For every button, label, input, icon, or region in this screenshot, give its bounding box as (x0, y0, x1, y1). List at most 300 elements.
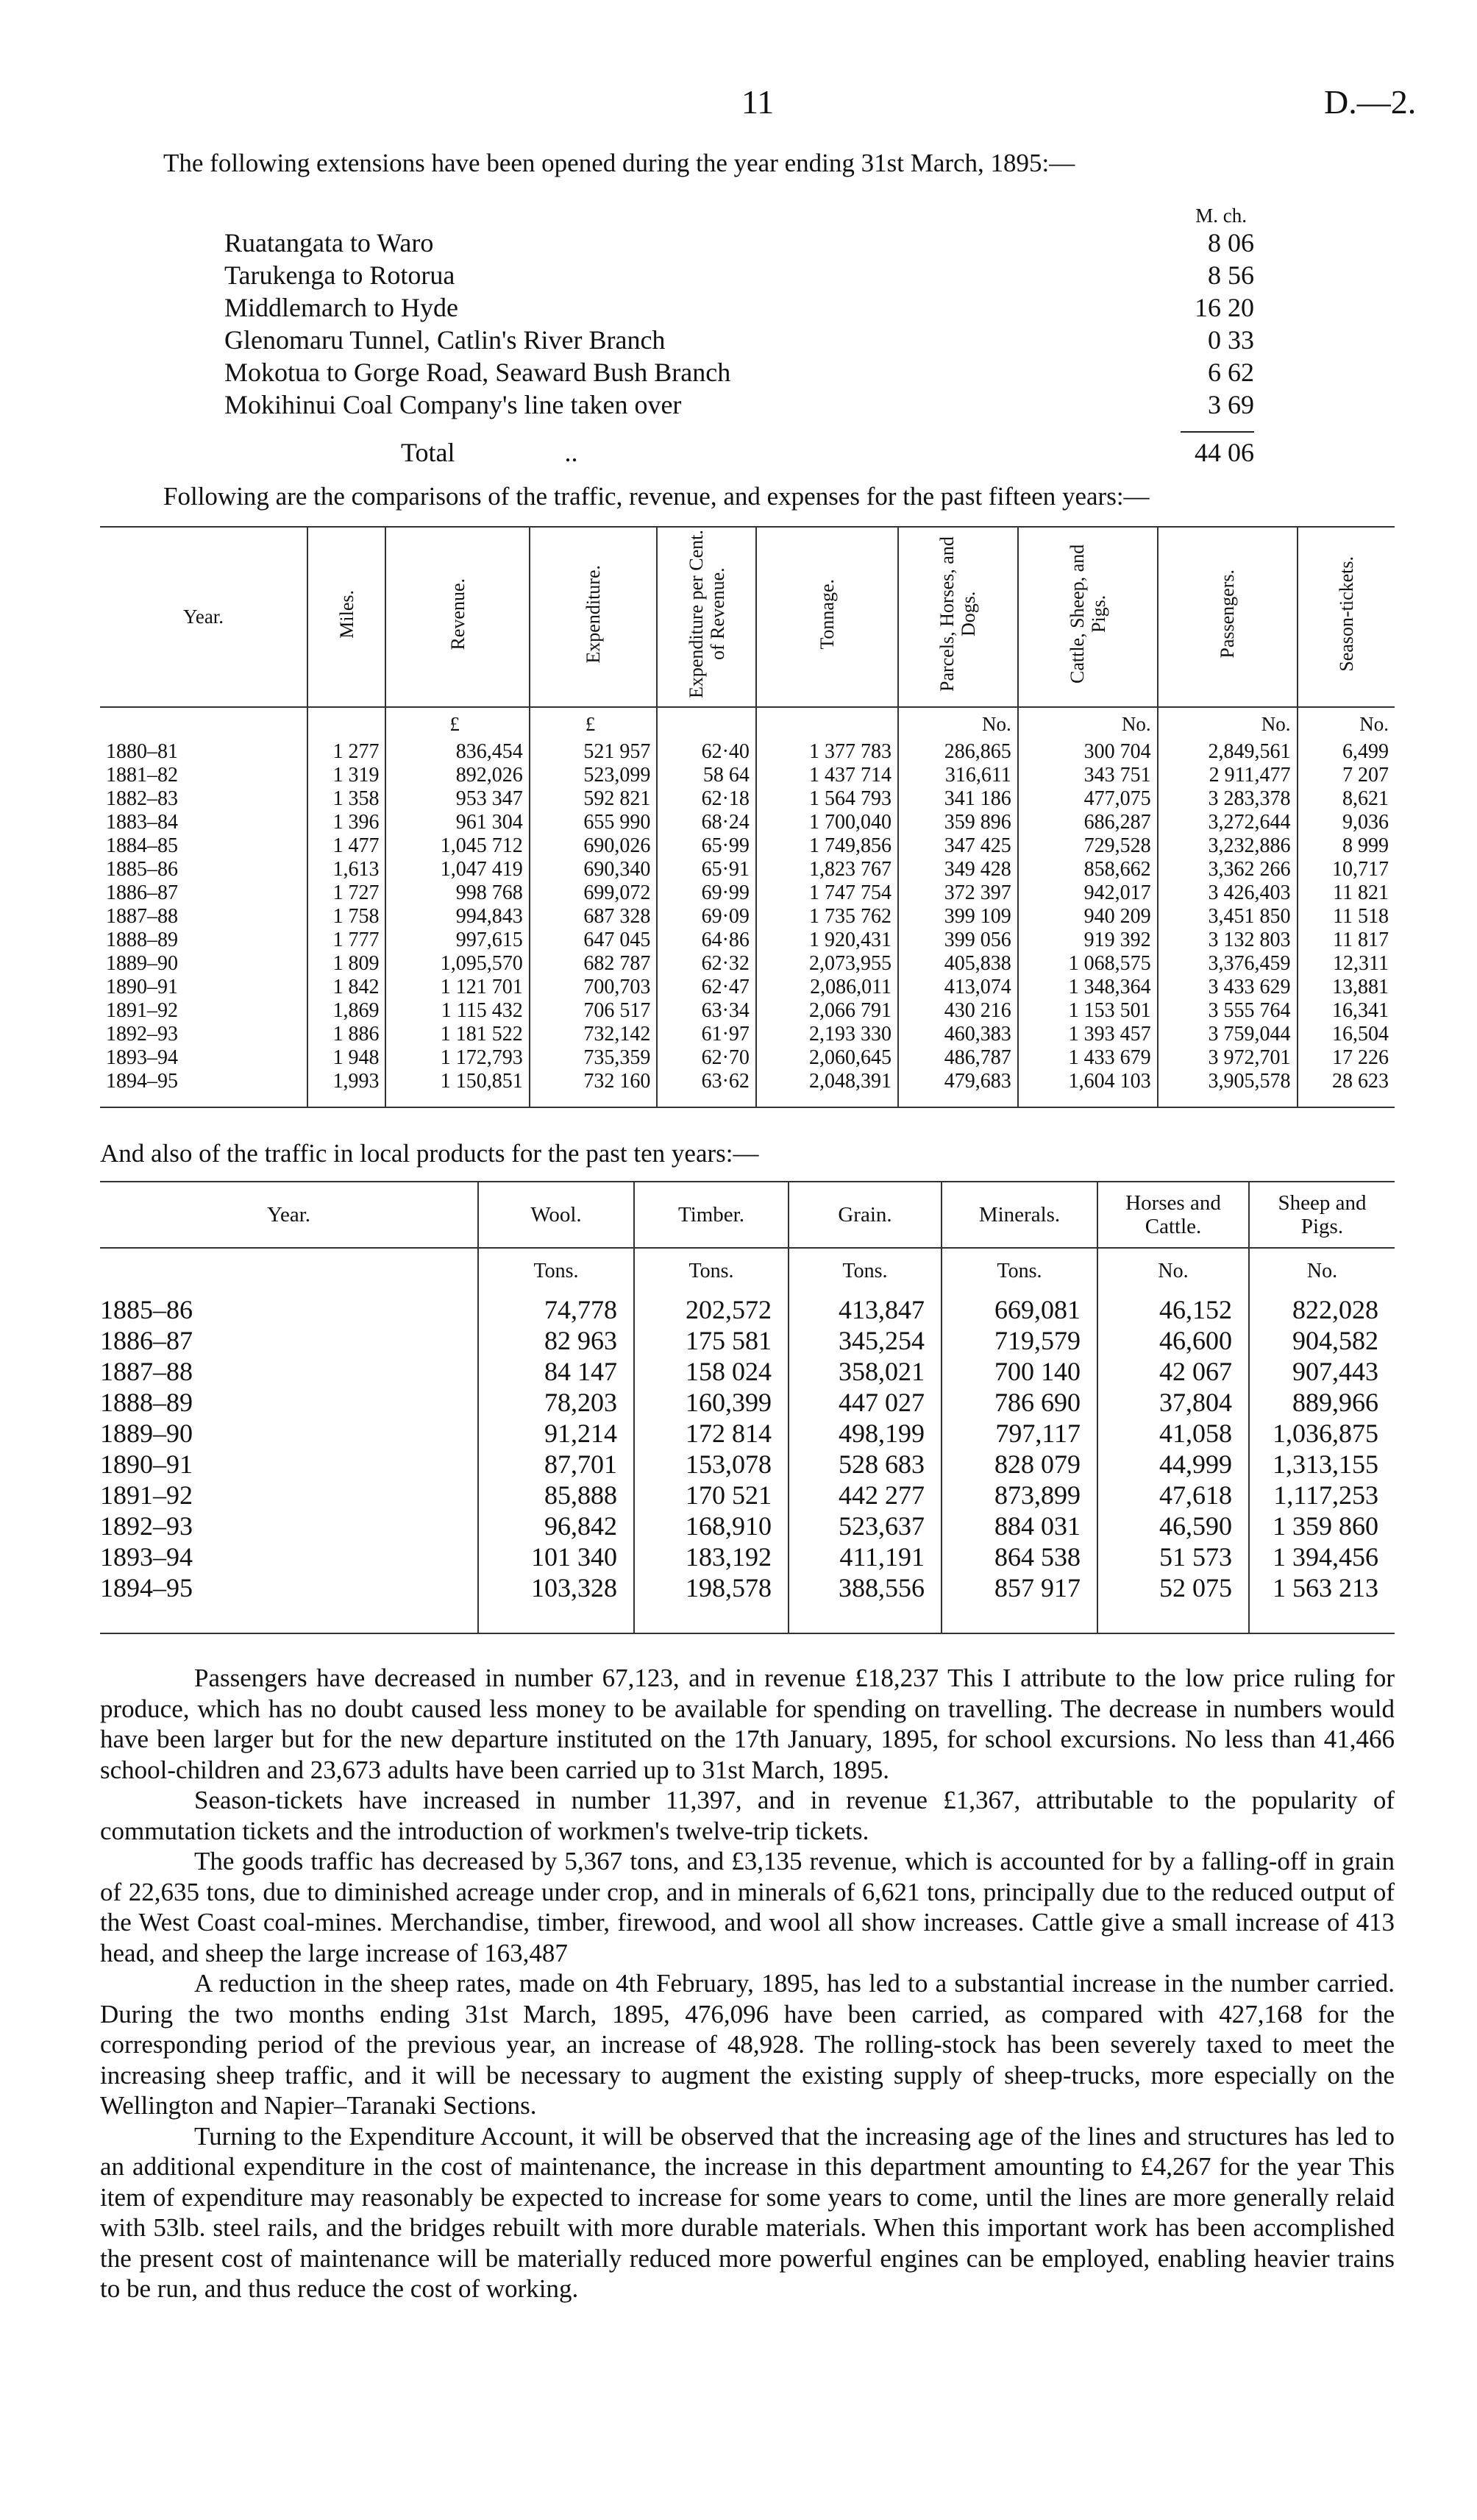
comparison-cell: 61·97 (657, 1023, 756, 1046)
local-cell: 160,399 (634, 1387, 789, 1418)
comparison-cell: 286,865 (898, 740, 1018, 764)
local-cell: 44,999 (1097, 1449, 1249, 1480)
extension-length: 6 62 (1208, 358, 1254, 387)
local-cell: 413,847 (789, 1294, 942, 1325)
comparison-cell: 11 518 (1298, 905, 1395, 929)
local-cell: 873,899 (942, 1480, 1097, 1511)
comparison-cell: 3,272,644 (1158, 811, 1298, 834)
comparison-row (100, 1023, 1395, 1046)
local-cell: 52 075 (1097, 1572, 1249, 1633)
comparison-cell: 686,287 (1018, 811, 1158, 834)
comparison-header-text: Tonnage. (816, 578, 838, 650)
comparison-cell: 1 319 (307, 764, 385, 787)
local-cell: 498,199 (789, 1418, 942, 1449)
local-cell: 37,804 (1097, 1387, 1249, 1418)
local-cell: 345,254 (789, 1325, 942, 1356)
comparison-cell: 11 817 (1298, 929, 1395, 952)
comparison-cell: 1,047 419 (385, 858, 529, 881)
comparison-cell: 1 172,793 (385, 1046, 529, 1070)
local-cell: 1 394,456 (1249, 1541, 1395, 1572)
comparison-cell: 2,073,955 (756, 952, 898, 976)
comparison-cell: 3 283,378 (1158, 787, 1298, 811)
extension-name: Mokihinui Coal Company's line taken over (224, 390, 682, 419)
comparison-cell: 940 209 (1018, 905, 1158, 929)
comparison-cell: 3,232,886 (1158, 834, 1298, 858)
extension-length: 3 69 (1208, 390, 1254, 419)
extension-length: 0 33 (1208, 325, 1254, 355)
comparison-cell: 732,142 (530, 1023, 658, 1046)
body-paragraph: Turning to the Expenditure Account, it will be observed that the increasing age of the lines and structures has led to an additional expenditure in the cost of maintenance, the increase in this department amounting to £4,267 for the year This item of expenditure may reasonably be expected to increase for some years to come, until the lines are more generally relaid with 53lb. steel rails, and the bridges rebuilt with more durable materials. When this important work has been accomplished the present cost of maintenance will be materially reduced more powerful engines can be employed, enabling heavier trains to be run, and thus reduce the cost of working. (100, 2121, 1395, 2303)
extension-name: Ruatangata to Waro (224, 228, 434, 258)
comparison-cell: 479,683 (898, 1070, 1018, 1107)
comparison-cell: 647 045 (530, 929, 658, 952)
comparison-cell: 3,362 266 (1158, 858, 1298, 881)
body-paragraph: Passengers have decreased in number 67,123, and in revenue £18,237 This I attribute to the low price ruling for produce, which has no doubt caused less money to be available for spending on travelling. The decrease in numbers would have been larger but for the new departure instituted on the 17th January, 1895, for school excursions. No less than 41,466 school-children and 23,673 adults have been carried up to 31st March, 1895. (100, 1664, 1395, 1784)
extension-name: Mokotua to Gorge Road, Seaward Bush Branch (224, 358, 731, 387)
local-cell: 198,578 (634, 1572, 789, 1633)
local-cell: 719,579 (942, 1325, 1097, 1356)
local-cell: 1887–88 (100, 1357, 193, 1386)
comparison-cell: 341 186 (898, 787, 1018, 811)
comparison-header-cell (1018, 527, 1158, 707)
comparison-cell: 349 428 (898, 858, 1018, 881)
comparison-cell: 62·70 (657, 1046, 756, 1070)
comparison-cell: 347 425 (898, 834, 1018, 858)
comparison-cell: 1886–87 (106, 881, 178, 904)
comparison-cell: 6,499 (1298, 740, 1395, 764)
total-value: 44 06 (1195, 438, 1254, 467)
comparison-cell: 68·24 (657, 811, 756, 834)
local-cell: 797,117 (942, 1418, 1097, 1449)
comparison-cell: 942,017 (1018, 881, 1158, 905)
local-cell: 904,582 (1249, 1325, 1395, 1356)
comparison-header-text: Expenditure. (583, 564, 605, 664)
comparison-cell: 3 426,403 (1158, 881, 1298, 905)
comparison-row (100, 787, 1395, 811)
local-cell: 1886–87 (100, 1326, 193, 1355)
extension-name: Middlemarch to Hyde (224, 293, 458, 322)
comparison-cell: 300 704 (1018, 740, 1158, 764)
comparison-cell: 1,045 712 (385, 834, 529, 858)
local-cell: 907,443 (1249, 1356, 1395, 1387)
comparison-cell: 1 121 701 (385, 976, 529, 999)
local-header-cell: Minerals. (942, 1182, 1097, 1248)
local-products-intro: And also of the traffic in local products for the past ten years:— (100, 1139, 759, 1168)
local-cell: 153,078 (634, 1449, 789, 1480)
comparison-cell: 1 749,856 (756, 834, 898, 858)
local-header-cell: Sheep and Pigs. (1249, 1182, 1395, 1248)
fifteen-year-comparison-table (100, 526, 1395, 1110)
comparison-cell: 1,613 (307, 858, 385, 881)
comparison-cell: 64·86 (657, 929, 756, 952)
comparison-cell: 1,823 767 (756, 858, 898, 881)
local-header-cell: Horses and Cattle. (1097, 1182, 1249, 1248)
local-unit-cell: No. (1249, 1248, 1395, 1294)
body-text (100, 1663, 1395, 2304)
comparison-cell: 2 911,477 (1158, 764, 1298, 787)
local-unit-cell (100, 1248, 478, 1294)
comparison-cell: 1884–85 (106, 834, 178, 857)
total-label (224, 437, 1151, 468)
local-cell: 528 683 (789, 1449, 942, 1480)
comparison-cell: 477,075 (1018, 787, 1158, 811)
comparison-cell: 399 056 (898, 929, 1018, 952)
comparison-unit-cell: No. (898, 707, 1018, 740)
comparison-row (100, 1070, 1395, 1107)
comparison-row (100, 811, 1395, 834)
comparison-header-text: Miles. (335, 589, 357, 639)
local-cell: 84 147 (478, 1356, 634, 1387)
comparison-cell: 1880–81 (106, 740, 178, 763)
local-cell: 202,572 (634, 1294, 789, 1325)
local-row (100, 1294, 1395, 1325)
comparison-cell: 3 759,044 (1158, 1023, 1298, 1046)
extension-length: 8 56 (1208, 260, 1254, 290)
local-row (100, 1387, 1395, 1418)
comparison-cell: 699,072 (530, 881, 658, 905)
extensions-list (224, 205, 1254, 472)
comparison-cell: 690,026 (530, 834, 658, 858)
local-cell: 864 538 (942, 1541, 1097, 1572)
comparison-cell: 994,843 (385, 905, 529, 929)
local-row (100, 1541, 1395, 1572)
extension-length: 8 06 (1208, 228, 1254, 258)
local-units-row (100, 1248, 1395, 1294)
comparison-cell: 1887–88 (106, 905, 178, 928)
comparison-header-text: Passengers. (1217, 569, 1239, 659)
comparison-cell: 316,611 (898, 764, 1018, 787)
comparison-cell: 997,615 (385, 929, 529, 952)
comparison-unit-cell (100, 707, 307, 740)
comparison-cell: 359 896 (898, 811, 1018, 834)
body-paragraph: A reduction in the sheep rates, made on 4th February, 1895, has led to a substantial increase in the number carried. During the two months ending 31st March, 1895, 476,096 have been carried, as compared with 427,168 for the corresponding period of the previous year, an increase of 48,928. The rolling-stock has been severely taxed to meet the increasing sheep traffic, and it will be necessary to augment the existing supply of sheep-trucks, more especially on the Wellington and Napier–Taranaki Sections. (100, 1969, 1395, 2120)
comparison-cell: 413,074 (898, 976, 1018, 999)
total-label-text: Total (401, 438, 455, 467)
comparison-cell: 16,341 (1298, 999, 1395, 1023)
comparison-unit-cell: £ (530, 707, 658, 740)
comparison-cell: 65·91 (657, 858, 756, 881)
comparison-header-cell (1158, 527, 1298, 707)
comparison-cell: 1 181 522 (385, 1023, 529, 1046)
extension-name: Glenomaru Tunnel, Catlin's River Branch (224, 325, 666, 355)
comparison-cell: 892,026 (385, 764, 529, 787)
comparison-cell: 1,604 103 (1018, 1070, 1158, 1107)
comparison-cell: 1893–94 (106, 1046, 178, 1069)
local-cell: 1,313,155 (1249, 1449, 1395, 1480)
comparison-cell: 343 751 (1018, 764, 1158, 787)
comparison-header-cell (100, 527, 307, 707)
comparison-cell: 399 109 (898, 905, 1018, 929)
comparison-header-cell (756, 527, 898, 707)
comparison-cell: 858,662 (1018, 858, 1158, 881)
comparison-cell: 63·34 (657, 999, 756, 1023)
comparison-cell: 1 886 (307, 1023, 385, 1046)
local-row (100, 1511, 1395, 1541)
local-cell: 442 277 (789, 1480, 942, 1511)
comparison-header-cell (307, 527, 385, 707)
extension-row (224, 227, 1254, 259)
local-cell: 96,842 (478, 1511, 634, 1541)
comparison-cell: 62·18 (657, 787, 756, 811)
comparison-cell: 961 304 (385, 811, 529, 834)
comparison-cell: 2,060,645 (756, 1046, 898, 1070)
comparison-cell: 2,066 791 (756, 999, 898, 1023)
local-header-cell: Grain. (789, 1182, 942, 1248)
local-cell: 1,036,875 (1249, 1418, 1395, 1449)
local-cell: 91,214 (478, 1418, 634, 1449)
comparison-cell: 682 787 (530, 952, 658, 976)
comparison-cell: 1881–82 (106, 764, 178, 787)
local-row (100, 1480, 1395, 1511)
comparison-cell: 62·47 (657, 976, 756, 999)
document-reference: D.—2. (1324, 83, 1417, 121)
local-row (100, 1418, 1395, 1449)
local-cell: 103,328 (478, 1572, 634, 1633)
comparison-unit-cell (657, 707, 756, 740)
local-header-cell: Year. (100, 1182, 478, 1248)
local-cell: 857 917 (942, 1572, 1097, 1633)
local-row (100, 1356, 1395, 1387)
comparison-cell: 1889–90 (106, 952, 178, 975)
local-cell: 358,021 (789, 1356, 942, 1387)
comparison-cell: 1882–83 (106, 787, 178, 810)
comparison-header-cell (1298, 527, 1395, 707)
local-cell: 47,618 (1097, 1480, 1249, 1511)
local-header-cell: Timber. (634, 1182, 789, 1248)
comparison-units-row (100, 707, 1395, 740)
comparison-cell: 430 216 (898, 999, 1018, 1023)
comparison-header-text: Cattle, Sheep, and Pigs. (1066, 544, 1109, 684)
local-unit-cell: No. (1097, 1248, 1249, 1294)
comparison-cell: 1 809 (307, 952, 385, 976)
comparison-cell: 690,340 (530, 858, 658, 881)
comparison-cell: 706 517 (530, 999, 658, 1023)
comparison-cell: 1 396 (307, 811, 385, 834)
local-cell: 46,600 (1097, 1325, 1249, 1356)
comparison-cell: 1 758 (307, 905, 385, 929)
comparison-cell: 523,099 (530, 764, 658, 787)
local-cell: 447 027 (789, 1387, 942, 1418)
local-cell: 46,152 (1097, 1294, 1249, 1325)
local-cell: 1,117,253 (1249, 1480, 1395, 1511)
comparison-row (100, 952, 1395, 976)
comparison-cell: 486,787 (898, 1046, 1018, 1070)
comparison-cell: 1 735 762 (756, 905, 898, 929)
comparison-cell: 1 068,575 (1018, 952, 1158, 976)
comparison-cell: 17 226 (1298, 1046, 1395, 1070)
extensions-total-row (224, 433, 1254, 472)
local-cell: 1890–91 (100, 1449, 193, 1479)
comparison-unit-cell: No. (1158, 707, 1298, 740)
page-number: 11 (741, 83, 775, 121)
local-cell: 158 024 (634, 1356, 789, 1387)
local-unit-cell: Tons. (478, 1248, 634, 1294)
comparison-cell: 1 842 (307, 976, 385, 999)
comparison-cell: 687 328 (530, 905, 658, 929)
local-cell: 388,556 (789, 1572, 942, 1633)
local-cell: 82 963 (478, 1325, 634, 1356)
local-cell: 41,058 (1097, 1418, 1249, 1449)
local-cell: 822,028 (1249, 1294, 1395, 1325)
local-cell: 1889–90 (100, 1419, 193, 1448)
comparison-cell: 1 433 679 (1018, 1046, 1158, 1070)
local-cell: 786 690 (942, 1387, 1097, 1418)
comparison-cell: 2,193 330 (756, 1023, 898, 1046)
comparison-cell: 700,703 (530, 976, 658, 999)
comparison-cell: 2,849,561 (1158, 740, 1298, 764)
comparison-cell: 1 700,040 (756, 811, 898, 834)
comparison-cell: 1 477 (307, 834, 385, 858)
comparison-row (100, 740, 1395, 764)
comparison-cell: 16,504 (1298, 1023, 1395, 1046)
comparison-row (100, 834, 1395, 858)
comparison-cell: 729,528 (1018, 834, 1158, 858)
local-cell: 1891–92 (100, 1480, 193, 1510)
comparison-header-cell (385, 527, 529, 707)
comparison-unit-cell (756, 707, 898, 740)
local-cell: 1894–95 (100, 1573, 193, 1602)
local-products-table (100, 1181, 1395, 1636)
comparison-cell: 1892–93 (106, 1023, 178, 1046)
local-cell: 828 079 (942, 1449, 1097, 1480)
comparison-cell: 58 64 (657, 764, 756, 787)
comparison-header-text: Year. (183, 605, 224, 628)
comparison-cell: 1 358 (307, 787, 385, 811)
comparison-cell: 1883–84 (106, 811, 178, 834)
body-paragraph: Season-tickets have increased in number 11,397, and in revenue £1,367, attributable to the popularity of commutation tickets and the introduction of workmen's twelve-trip tickets. (100, 1786, 1395, 1845)
comparison-cell: 3 555 764 (1158, 999, 1298, 1023)
comparison-cell: 1 277 (307, 740, 385, 764)
comparison-cell: 405,838 (898, 952, 1018, 976)
local-cell: 51 573 (1097, 1541, 1249, 1572)
comparison-cell: 1 948 (307, 1046, 385, 1070)
comparison-cell: 1 727 (307, 881, 385, 905)
comparison-cell: 69·09 (657, 905, 756, 929)
comparison-cell: 2,048,391 (756, 1070, 898, 1107)
comparison-header-cell (657, 527, 756, 707)
comparison-cell: 63·62 (657, 1070, 756, 1107)
comparison-cell: 7 207 (1298, 764, 1395, 787)
comparison-unit-cell: No. (1298, 707, 1395, 740)
comparison-cell: 10,717 (1298, 858, 1395, 881)
comparison-header-text: Revenue. (446, 578, 469, 650)
extensions-unit-label: M. ch. (1195, 205, 1247, 227)
comparison-row (100, 881, 1395, 905)
comparison-unit-cell (307, 707, 385, 740)
comparison-cell: 1888–89 (106, 929, 178, 951)
comparison-cell: 9,036 (1298, 811, 1395, 834)
local-cell: 46,590 (1097, 1511, 1249, 1541)
comparison-cell: 1 393 457 (1018, 1023, 1158, 1046)
comparison-cell: 65·99 (657, 834, 756, 858)
body-paragraph: The goods traffic has decreased by 5,367 tons, and £3,135 revenue, which is accounted for by a falling-off in grain of 22,635 tons, due to diminished acreage under crop, and in minerals of 6,621 tons, principally due to the reduced output of the West Coast coal-mines. Merchandise, timber, firewood, and wool all show increases. Cattle give a small increase of 413 head, and sheep the large increase of 163,487 (100, 1847, 1395, 1967)
comparison-cell: 655 990 (530, 811, 658, 834)
local-cell: 170 521 (634, 1480, 789, 1511)
extension-name: Tarukenga to Rotorua (224, 260, 455, 290)
comparison-cell: 1 150,851 (385, 1070, 529, 1107)
comparison-cell: 372 397 (898, 881, 1018, 905)
comparison-cell: 1,095,570 (385, 952, 529, 976)
local-cell: 700 140 (942, 1356, 1097, 1387)
comparison-cell: 3,376,459 (1158, 952, 1298, 976)
comparison-cell: 11 821 (1298, 881, 1395, 905)
comparison-cell: 521 957 (530, 740, 658, 764)
local-cell: 411,191 (789, 1541, 942, 1572)
comparison-cell: 3,905,578 (1158, 1070, 1298, 1107)
comparison-unit-cell: No. (1018, 707, 1158, 740)
comparison-cell: 732 160 (530, 1070, 658, 1107)
extensions-intro: The following extensions have been opened during the year ending 31st March, 1895:— (163, 149, 1075, 177)
comparison-cell: 62·32 (657, 952, 756, 976)
comparison-cell: 1 348,364 (1018, 976, 1158, 999)
extension-row (224, 259, 1254, 291)
comparison-cell: 8 999 (1298, 834, 1395, 858)
local-cell: 172 814 (634, 1418, 789, 1449)
comparison-cell: 1890–91 (106, 976, 178, 998)
comparison-cell: 28 623 (1298, 1070, 1395, 1107)
local-unit-cell: Tons. (789, 1248, 942, 1294)
comparison-row (100, 1046, 1395, 1070)
comparison-row (100, 976, 1395, 999)
comparison-cell: 1 437 714 (756, 764, 898, 787)
local-cell: 1 359 860 (1249, 1511, 1395, 1541)
comparison-intro: Following are the comparisons of the traffic, revenue, and expenses for the past fifteen years:— (163, 482, 1150, 511)
comparison-cell: 1 377 783 (756, 740, 898, 764)
local-cell: 1885–86 (100, 1295, 193, 1324)
comparison-header-text: Parcels, Horses, and Dogs. (936, 536, 980, 692)
local-cell: 1 563 213 (1249, 1572, 1395, 1633)
comparison-cell: 953 347 (385, 787, 529, 811)
comparison-cell: 1891–92 (106, 999, 178, 1022)
comparison-header-text: Season-tickets. (1335, 556, 1357, 672)
comparison-cell: 1885–86 (106, 858, 178, 881)
local-unit-cell: Tons. (942, 1248, 1097, 1294)
local-cell: 183,192 (634, 1541, 789, 1572)
local-cell: 1892–93 (100, 1511, 193, 1541)
local-cell: 74,778 (478, 1294, 634, 1325)
local-cell: 523,637 (789, 1511, 942, 1541)
comparison-cell: 1 777 (307, 929, 385, 952)
comparison-cell: 1 564 793 (756, 787, 898, 811)
comparison-row (100, 929, 1395, 952)
local-cell: 168,910 (634, 1511, 789, 1541)
extension-row (224, 291, 1254, 324)
local-cell: 87,701 (478, 1449, 634, 1480)
local-cell: 78,203 (478, 1387, 634, 1418)
comparison-cell: 1894–95 (106, 1070, 178, 1093)
comparison-cell: 3 433 629 (1158, 976, 1298, 999)
extensions-rows (224, 227, 1254, 421)
comparison-cell: 1 115 432 (385, 999, 529, 1023)
total-leader-dots: .. (564, 438, 578, 467)
comparison-cell: 3 972,701 (1158, 1046, 1298, 1070)
comparison-cell: 1 747 754 (756, 881, 898, 905)
local-cell: 101 340 (478, 1541, 634, 1572)
comparison-cell: 1,993 (307, 1070, 385, 1107)
comparison-cell: 919 392 (1018, 929, 1158, 952)
comparison-header-text: Expenditure per Cent. of Revenue. (685, 530, 728, 698)
local-cell: 669,081 (942, 1294, 1097, 1325)
comparison-cell: 836,454 (385, 740, 529, 764)
comparison-cell: 1,869 (307, 999, 385, 1023)
local-cell: 1893–94 (100, 1542, 193, 1572)
comparison-cell: 8,621 (1298, 787, 1395, 811)
local-row (100, 1449, 1395, 1480)
comparison-cell: 592 821 (530, 787, 658, 811)
comparison-row (100, 905, 1395, 929)
comparison-cell: 460,383 (898, 1023, 1018, 1046)
comparison-cell: 69·99 (657, 881, 756, 905)
